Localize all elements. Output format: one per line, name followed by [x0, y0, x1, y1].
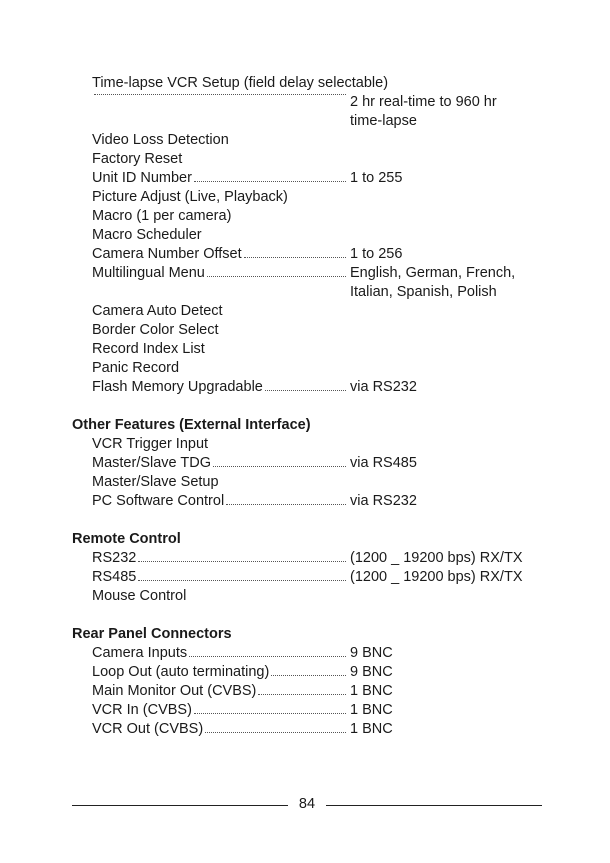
- section-heading-remote-control: Remote Control: [72, 531, 181, 547]
- feature-border-color-select: Border Color Select: [92, 322, 219, 338]
- spec-label: Camera Number Offset: [92, 246, 242, 262]
- feature-multilingual-value-1: English, German, French,: [350, 265, 516, 281]
- feature-picture-adjust: Picture Adjust (Live, Playback): [92, 189, 288, 205]
- dot-leader: [138, 560, 346, 562]
- feature-panic-record: Panic Record: [92, 360, 180, 376]
- feature-timelapse-vcr-setup: Time-lapse VCR Setup (field delay selectable): [92, 75, 389, 91]
- footer-rule-right: [326, 805, 542, 806]
- other-vcr-trigger-input: VCR Trigger Input: [92, 436, 209, 452]
- feature-multilingual-value-2: Italian, Spanish, Polish: [350, 284, 497, 300]
- spec-label: VCR Out (CVBS): [92, 721, 204, 737]
- feature-timelapse-range-leader: [92, 93, 348, 112]
- rear-vcr-out: [92, 720, 348, 739]
- remote-rs485: [92, 568, 348, 587]
- other-master-slave-setup: Master/Slave Setup: [92, 474, 219, 490]
- page-number: 84: [298, 796, 316, 812]
- rear-camera-inputs-value: 9 BNC: [350, 645, 393, 661]
- spec-label: Camera Inputs: [92, 645, 188, 661]
- dot-leader: [194, 180, 346, 182]
- feature-video-loss-detection: Video Loss Detection: [92, 132, 229, 148]
- feature-flash-memory: [92, 378, 348, 397]
- dot-leader: [244, 256, 346, 258]
- dot-leader: [258, 693, 346, 695]
- footer-rule-left: [72, 805, 288, 806]
- rear-vcr-in-value: 1 BNC: [350, 702, 393, 718]
- dot-leader: [271, 674, 346, 676]
- other-pc-software-control-value: via RS232: [350, 493, 417, 509]
- rear-loop-out-value: 9 BNC: [350, 664, 393, 680]
- remote-rs232: [92, 549, 348, 568]
- rear-camera-inputs: [92, 644, 348, 663]
- spec-label: Unit ID Number: [92, 170, 192, 186]
- feature-macro-scheduler: Macro Scheduler: [92, 227, 202, 243]
- rear-vcr-in: [92, 701, 348, 720]
- spec-label: VCR In (CVBS): [92, 702, 192, 718]
- rear-main-monitor-out-value: 1 BNC: [350, 683, 393, 699]
- rear-vcr-out-value: 1 BNC: [350, 721, 393, 737]
- feature-camera-number-offset-value: 1 to 256: [350, 246, 403, 262]
- remote-rs485-value: (1200 _ 19200 bps) RX/TX: [350, 569, 523, 585]
- dot-leader: [94, 93, 346, 95]
- feature-camera-auto-detect: Camera Auto Detect: [92, 303, 223, 319]
- dot-leader: [138, 579, 346, 581]
- page-footer: [72, 795, 542, 815]
- other-master-slave-tdg-value: via RS485: [350, 455, 417, 471]
- rear-main-monitor-out: [92, 682, 348, 701]
- dot-leader: [189, 655, 346, 657]
- feature-factory-reset: Factory Reset: [92, 151, 183, 167]
- feature-timelapse-range-value-1: 2 hr real-time to 960 hr: [350, 94, 497, 110]
- feature-multilingual-menu: [92, 264, 348, 283]
- dot-leader: [213, 465, 346, 467]
- other-pc-software-control: [92, 492, 348, 511]
- feature-macro: Macro (1 per camera): [92, 208, 232, 224]
- dot-leader: [265, 389, 346, 391]
- dot-leader: [194, 712, 346, 714]
- spec-label: RS232: [92, 550, 137, 566]
- feature-record-index-list: Record Index List: [92, 341, 205, 357]
- dot-leader: [207, 275, 346, 277]
- feature-unit-id-value: 1 to 255: [350, 170, 403, 186]
- spec-label: RS485: [92, 569, 137, 585]
- remote-rs232-value: (1200 _ 19200 bps) RX/TX: [350, 550, 523, 566]
- section-heading-rear-panel: Rear Panel Connectors: [72, 626, 232, 642]
- dot-leader: [226, 503, 346, 505]
- feature-flash-memory-value: via RS232: [350, 379, 417, 395]
- spec-label: PC Software Control: [92, 493, 225, 509]
- feature-timelapse-range-value-2: time-lapse: [350, 113, 417, 129]
- section-heading-other-features: Other Features (External Interface): [72, 417, 311, 433]
- rear-loop-out: [92, 663, 348, 682]
- dot-leader: [205, 731, 346, 733]
- feature-unit-id-number: [92, 169, 348, 188]
- spec-label: Loop Out (auto terminating): [92, 664, 270, 680]
- other-master-slave-tdg: [92, 454, 348, 473]
- spec-label: Master/Slave TDG: [92, 455, 211, 471]
- remote-mouse-control: Mouse Control: [92, 588, 187, 604]
- spec-label: Multilingual Menu: [92, 265, 205, 281]
- spec-label: Main Monitor Out (CVBS): [92, 683, 257, 699]
- feature-camera-number-offset: [92, 245, 348, 264]
- spec-label: Flash Memory Upgradable: [92, 379, 263, 395]
